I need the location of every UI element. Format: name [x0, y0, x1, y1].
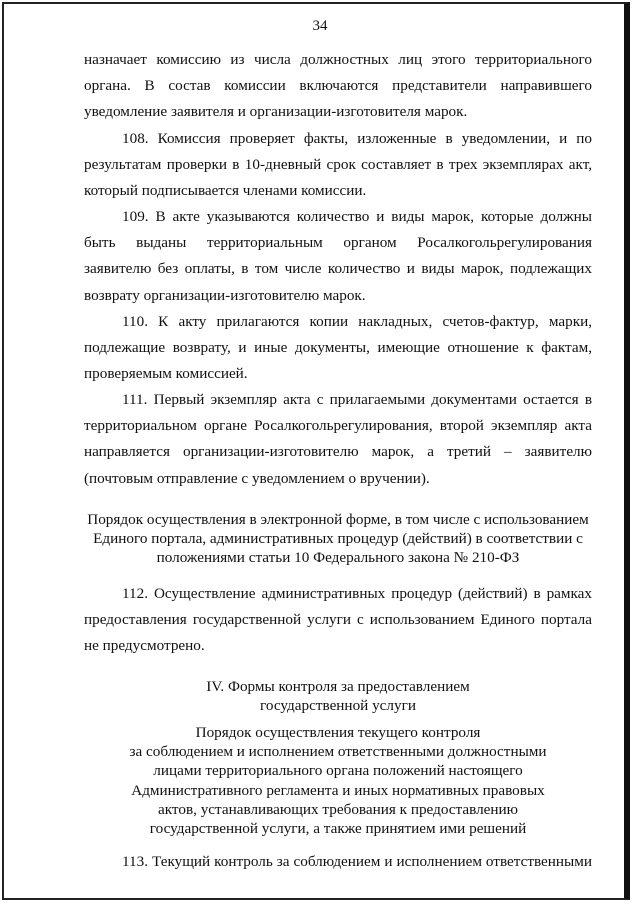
subheading-line-5: актов, устанавливающих требования к предоставлению	[158, 800, 518, 818]
heading-electronic-line-2: Единого портала, административных процедур (действий) в соответствии с	[93, 530, 583, 548]
paragraph-113: 113. Текущий контроль за соблюдением и исполнением ответственными	[122, 853, 592, 870]
paragraph-111: 111. Первый экземпляр акта с прилагаемыми документами остается в территориальном органе Росалкогольрегулирования, второй экземпляр акта направляется организации-изготовителю марок, а третий – заявителю (почтовым отправление с уведомлением о вручении).	[84, 391, 592, 487]
heading-electronic-line-1: Порядок осуществления в электронной форме, в том числе с использованием	[87, 511, 589, 528]
heading-electronic-form	[84, 510, 592, 568]
subheading-line-2: за соблюдением и исполнением ответственными должностными	[129, 743, 547, 761]
subheading-line-4: Административного регламента и иных нормативных правовых	[131, 781, 545, 799]
subheading-line-1: Порядок осуществления текущего контроля	[195, 724, 481, 741]
paragraph-continuation: назначает комиссию из числа должностных лиц этого территориального органа. В состав комиссии включаются представители направившего уведомление заявителя и организации-изготовителя марок.	[84, 51, 592, 121]
paragraph-112: 112. Осуществление административных процедур (действий) в рамках предоставления государственной услуги с использованием Единого портала не предусмотрено.	[84, 585, 592, 655]
subheading-line-6: государственной услуги, а также принятием ими решений	[149, 820, 527, 838]
heading-electronic-line-3: положениями статьи 10 Федерального закона № 210-ФЗ	[156, 549, 520, 567]
section-iv-line-2: государственной услуги	[260, 697, 416, 715]
paragraph-110: 110. К акту прилагаются копии накладных, счетов-фактур, марки, подлежащие возврату, и иные документы, имеющие отношение к фактам, проверяемым комиссией.	[84, 313, 592, 383]
paragraph-108: 108. Комиссия проверяет факты, изложенные в уведомлении, и по результатам проверки в 10-дневный срок составляет в трех экземплярах акт, который подписывается членами комиссии.	[84, 130, 592, 200]
section-iv-line-1: IV. Формы контроля за предоставлением	[206, 678, 470, 695]
subheading-current-control	[84, 723, 592, 838]
paragraph-109: 109. В акте указываются количество и виды марок, которые должны быть выданы территориальным органом Росалкогольрегулирования заявителю без оплаты, в том числе количество и виды марок, подлежащих возврату организации-изготовителю марок.	[84, 208, 592, 304]
subheading-line-3: лицами территориального органа положений настоящего	[153, 762, 523, 780]
section-iv-heading	[84, 677, 592, 715]
page-number: 34	[312, 18, 328, 34]
